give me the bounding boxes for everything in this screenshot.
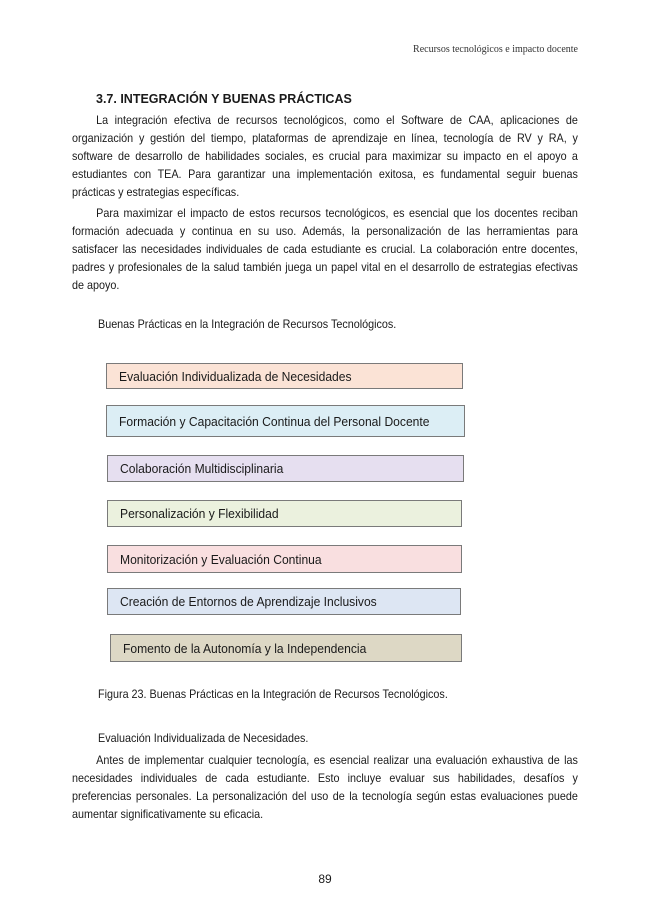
practice-box-monitoring: [107, 545, 462, 573]
practice-box-autonomy: [110, 634, 462, 662]
practice-box-evaluation: [106, 363, 463, 389]
body-paragraph-3: Antes de implementar cualquier tecnología, es esencial realizar una evaluación exhaustiva de las necesidades individuales de cada estudiante. Esto incluye evaluar sus habilidades, desafíos y preferencias personales. La personalización del uso de la tecnología según estas evaluaciones puede aumentar significativamente su eficacia.: [72, 754, 578, 821]
practice-box-label: Formación y Capacitación Continua del Personal Docente: [119, 413, 430, 429]
practice-box-label: Monitorización y Evaluación Continua: [120, 551, 322, 567]
practice-box-collaboration: [107, 455, 464, 482]
practice-box-training: [106, 405, 465, 437]
practice-box-label: Creación de Entornos de Aprendizaje Inclusivos: [120, 594, 377, 609]
body-paragraph-1: La integración efectiva de recursos tecnológicos, como el Software de CAA, aplicaciones de organización y gestión del tiempo, plataformas de aprendizaje en línea, tecnología de RV y RA, y software de desarrollo de habilidades sociales, es crucial para maximizar su impacto en el apoyo a estudiantes con TEA. Para garantizar una implementación exitosa, es fundamental seguir buenas prácticas y estrategias específicas.: [72, 114, 578, 199]
practice-box-label: Evaluación Individualizada de Necesidades: [119, 368, 352, 384]
page-number: 89: [318, 872, 332, 886]
practice-box-label: Personalización y Flexibilidad: [120, 506, 279, 521]
practice-box-inclusive-environments: [107, 588, 461, 615]
body-paragraph-2: Para maximizar el impacto de estos recursos tecnológicos, es esencial que los docentes reciban formación adecuada y continua en su uso. Además, la personalización de las herramientas para satisfacer las necesidades individuales de cada estudiante es crucial. La colaboración entre docentes, padres y profesionales de la salud también juega un papel vital en el desarrollo de estrategias efectivas de apoyo.: [72, 207, 578, 292]
practice-box-label: Fomento de la Autonomía y la Independencia: [123, 640, 367, 656]
running-header: Recursos tecnológicos e impacto docente: [413, 44, 578, 55]
figure-caption: Figura 23. Buenas Prácticas en la Integración de Recursos Tecnológicos.: [98, 688, 448, 701]
section-title: 3.7. INTEGRACIÓN Y BUENAS PRÁCTICAS: [96, 92, 352, 106]
diagram-title: Buenas Prácticas en la Integración de Recursos Tecnológicos.: [98, 318, 397, 331]
practice-box-label: Colaboración Multidisciplinaria: [120, 461, 284, 476]
subsection-heading: Evaluación Individualizada de Necesidades.: [98, 732, 309, 745]
practice-box-personalization: [107, 500, 462, 527]
